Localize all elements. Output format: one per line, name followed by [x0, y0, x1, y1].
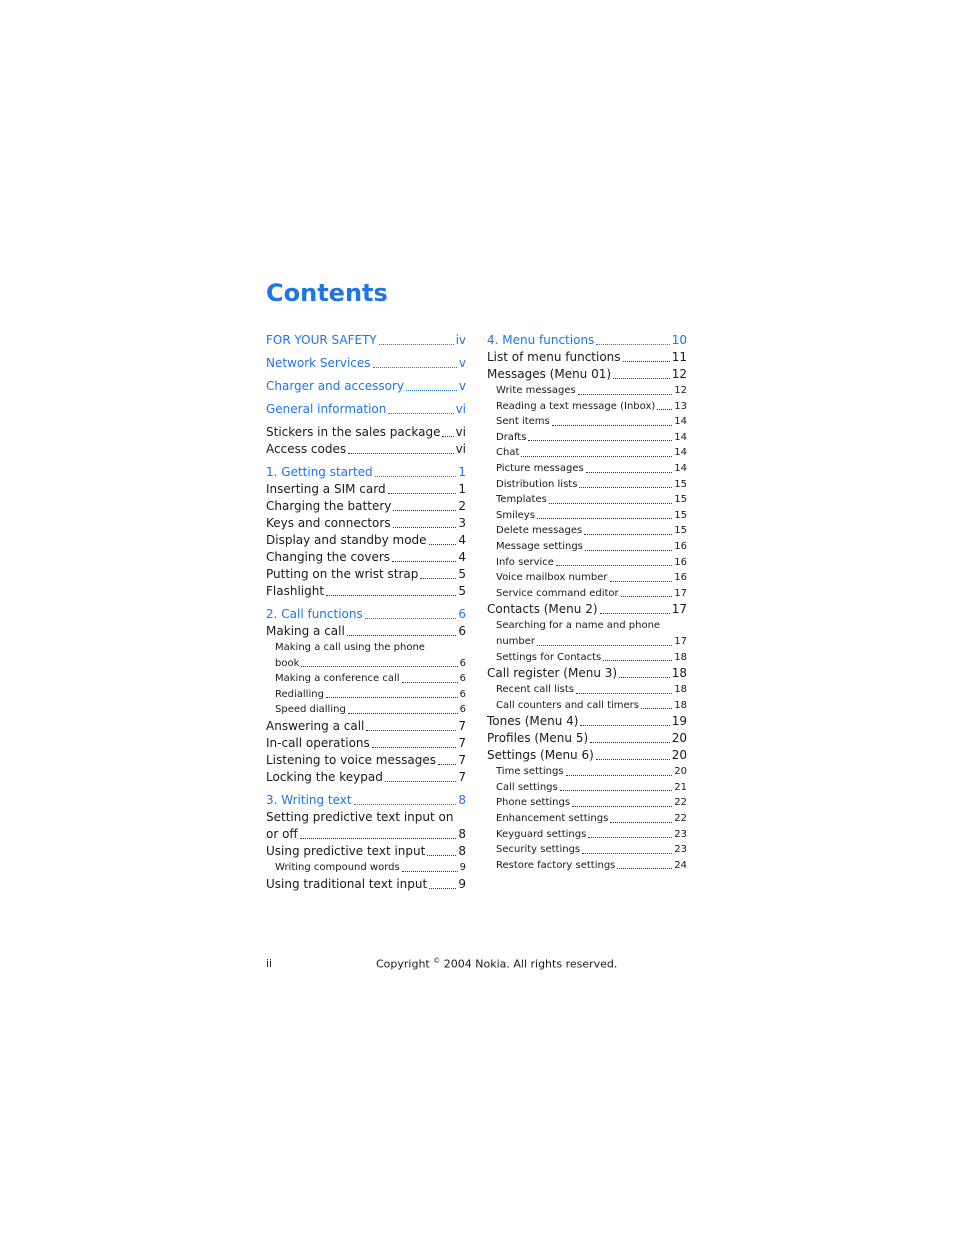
copyright-symbol: © — [433, 957, 441, 965]
toc-entry-label: Call counters and call timers — [496, 699, 639, 711]
toc-page-number: 6 — [458, 607, 466, 621]
toc-dot-leader — [375, 476, 457, 477]
toc-subentry[interactable] — [487, 539, 687, 555]
toc-entry-label: Delete messages — [496, 525, 583, 537]
toc-entry-label: 4. Menu functions — [487, 333, 595, 347]
toc-dot-leader — [348, 713, 458, 714]
toc-entry[interactable] — [266, 752, 466, 769]
toc-dot-leader — [521, 456, 672, 457]
toc-entry-label: FOR YOUR SAFETY — [266, 333, 377, 347]
toc-entry-label: Answering a call — [266, 718, 365, 733]
toc-dot-leader — [442, 436, 453, 437]
toc-subentry[interactable] — [487, 618, 687, 634]
toc-dot-leader — [373, 367, 457, 368]
copyright-text: 2004 Nokia. All rights reserved. — [443, 957, 618, 971]
toc-dot-leader — [354, 804, 457, 805]
toc-entry-label: 3. Writing text — [266, 792, 352, 807]
toc-page-number: 14 — [674, 447, 687, 459]
toc-entry-label: Settings (Menu 6) — [487, 748, 594, 763]
toc-dot-leader — [372, 747, 457, 748]
toc-entry[interactable] — [266, 718, 466, 735]
toc-subentry[interactable] — [487, 698, 687, 714]
toc-page-number: 7 — [458, 735, 466, 750]
toc-section-entry[interactable] — [266, 401, 466, 418]
toc-entry-label: General information — [266, 402, 387, 416]
toc-dot-leader — [641, 708, 672, 709]
toc-subentry[interactable] — [487, 682, 687, 698]
toc-entry[interactable] — [266, 769, 466, 786]
toc-page-number: 17 — [671, 602, 687, 617]
toc-entry-label: Security settings — [496, 844, 581, 856]
toc-entry-label: Distribution lists — [496, 478, 578, 490]
toc-entry-label: Putting on the wrist strap — [266, 567, 419, 581]
toc-entry-label: Searching for a name and phone — [496, 620, 661, 632]
toc-page-number: 16 — [674, 540, 687, 552]
toc-page-number: 18 — [674, 684, 687, 696]
toc-page-number: 4 — [458, 533, 466, 547]
toc-entry[interactable] — [487, 349, 687, 366]
toc-entry[interactable] — [266, 623, 466, 640]
toc-subentry[interactable] — [487, 811, 687, 827]
toc-entry-label: Locking the keypad — [266, 769, 383, 784]
toc-dot-leader — [579, 487, 672, 488]
toc-page-number: 24 — [674, 859, 687, 871]
toc-dot-leader — [429, 888, 456, 889]
toc-entry[interactable] — [266, 826, 466, 843]
toc-entry-label: Keyguard settings — [496, 828, 587, 840]
toc-page-number: 15 — [674, 509, 687, 521]
toc-subentry[interactable] — [487, 477, 687, 493]
toc-page-number: vi — [455, 425, 466, 439]
toc-entry-label: Using predictive text input — [266, 843, 426, 858]
toc-subentry[interactable] — [266, 687, 466, 703]
toc-entry-label: Drafts — [496, 431, 527, 443]
toc-page-number: 9 — [458, 876, 466, 891]
copyright-prefix: Copyright — [376, 957, 430, 971]
toc-entry[interactable] — [266, 843, 466, 860]
toc-entry-label: Restore factory settings — [496, 859, 616, 871]
toc-dot-leader — [388, 413, 453, 414]
toc-page-number: 16 — [674, 556, 687, 568]
toc-dot-leader — [438, 764, 456, 765]
toc-dot-leader — [596, 759, 670, 760]
toc-subentry[interactable] — [487, 492, 687, 508]
toc-entry-label: Stickers in the sales package — [266, 425, 441, 439]
toc-dot-leader — [596, 344, 669, 345]
toc-section-entry[interactable] — [266, 378, 466, 395]
toc-entry-label: List of menu functions — [487, 350, 621, 364]
toc-page-number: 20 — [674, 766, 687, 778]
toc-dot-leader — [582, 853, 672, 854]
toc-entry[interactable] — [266, 498, 466, 515]
toc-page-number: 16 — [674, 572, 687, 584]
toc-subentry[interactable] — [487, 555, 687, 571]
toc-entry[interactable] — [487, 713, 687, 730]
toc-dot-leader — [613, 378, 670, 379]
toc-section-entry[interactable] — [266, 792, 466, 809]
toc-entry-label: Contacts (Menu 2) — [487, 602, 598, 617]
toc-page-number: 22 — [674, 813, 687, 825]
toc-page-number: vi — [455, 402, 466, 416]
toc-page-number: 1 — [458, 482, 466, 496]
toc-entry[interactable] — [266, 424, 466, 441]
toc-entry-label: Settings for Contacts — [496, 651, 602, 663]
toc-subentry[interactable] — [487, 414, 687, 430]
toc-dot-leader — [402, 682, 458, 683]
toc-entry[interactable] — [266, 481, 466, 498]
toc-entry-label: Time settings — [496, 766, 564, 778]
toc-entry-label: Sent items — [496, 416, 550, 428]
toc-page-number: 20 — [671, 731, 687, 746]
toc-entry-label: Picture messages — [496, 462, 584, 474]
toc-entry-label: Making a conference call — [275, 673, 400, 685]
toc-subentry[interactable] — [487, 795, 687, 811]
toc-dot-leader — [393, 510, 456, 511]
toc-dot-leader — [556, 565, 672, 566]
toc-entry-label: 2. Call functions — [266, 607, 363, 621]
toc-subentry[interactable] — [487, 570, 687, 586]
toc-entry[interactable] — [266, 566, 466, 583]
toc-page-number: 5 — [458, 567, 466, 581]
toc-dot-leader — [393, 527, 457, 528]
toc-dot-leader — [610, 822, 672, 823]
toc-dot-leader — [590, 742, 670, 743]
toc-dot-leader — [603, 660, 672, 661]
toc-entry[interactable] — [487, 366, 687, 383]
toc-entry-label: Flashlight — [266, 584, 325, 598]
toc-subentry[interactable] — [487, 634, 687, 650]
toc-page-number: 20 — [671, 748, 687, 763]
toc-page-number: 3 — [458, 516, 466, 530]
toc-page-number: 14 — [674, 462, 687, 474]
toc-entry[interactable] — [487, 665, 687, 682]
toc-page-number: 7 — [458, 718, 466, 733]
toc-subentry[interactable] — [266, 656, 466, 672]
toc-entry-label: Making a call — [266, 624, 345, 638]
toc-entry[interactable] — [487, 747, 687, 764]
toc-entry-label: Redialling — [275, 688, 324, 700]
toc-entry-label: Display and standby mode — [266, 533, 427, 547]
toc-entry-label: Making a call using the phone — [275, 642, 425, 653]
toc-entry-label: In-call operations — [266, 735, 370, 750]
toc-entry-label: 1. Getting started — [266, 465, 373, 479]
toc-entry[interactable] — [266, 876, 466, 893]
toc-dot-leader — [657, 409, 672, 410]
toc-subentry[interactable] — [487, 445, 687, 461]
toc-page-number: 18 — [674, 699, 687, 711]
toc-page-number: 12 — [674, 385, 687, 396]
toc-entry[interactable] — [266, 515, 466, 532]
toc-subentry[interactable] — [487, 508, 687, 524]
toc-dot-leader — [549, 503, 672, 504]
toc-entry-label: Messages (Menu 01) — [487, 367, 612, 381]
toc-page-number: 19 — [671, 714, 687, 729]
toc-page-number: 17 — [674, 635, 687, 647]
toc-page-number: 4 — [458, 550, 466, 564]
toc-dot-leader — [429, 544, 457, 545]
toc-entry-label: Recent call lists — [496, 684, 574, 696]
toc-page-number: 15 — [674, 494, 687, 506]
toc-dot-leader — [617, 868, 672, 869]
toc-entry[interactable] — [266, 441, 466, 458]
toc-dot-leader — [576, 693, 672, 694]
toc-entry[interactable] — [266, 735, 466, 752]
toc-dot-leader — [537, 518, 672, 519]
footer-page-number: ii — [266, 957, 273, 970]
toc-page-number: 14 — [674, 431, 687, 443]
toc-entry-label: Tones (Menu 4) — [487, 714, 579, 729]
toc-entry-label: Setting predictive text input on — [266, 809, 454, 824]
toc-subentry[interactable] — [487, 399, 687, 415]
toc-dot-leader — [588, 837, 672, 838]
toc-dot-leader — [366, 730, 456, 731]
toc-section-entry[interactable] — [266, 355, 466, 372]
toc-page-number: 11 — [671, 350, 687, 364]
toc-subentry[interactable] — [487, 858, 687, 874]
toc-dot-leader — [619, 677, 670, 678]
toc-page-number: 12 — [671, 367, 687, 381]
toc-entry[interactable] — [266, 532, 466, 549]
toc-dot-leader — [388, 493, 457, 494]
toc-entry-label: Phone settings — [496, 797, 571, 809]
toc-entry-label: Templates — [496, 494, 547, 506]
toc-subentry[interactable] — [266, 671, 466, 687]
toc-page-number: 8 — [458, 826, 466, 841]
toc-entry-label: Keys and connectors — [266, 516, 391, 530]
toc-page-number: 6 — [459, 688, 466, 700]
toc-dot-leader — [348, 453, 453, 454]
toc-page-number: 15 — [674, 525, 687, 537]
toc-entry-label: Writing compound words — [275, 861, 400, 873]
footer-copyright — [376, 957, 617, 971]
toc-entry-label: number — [496, 635, 536, 647]
toc-page-number: 2 — [458, 499, 466, 513]
toc-dot-leader — [300, 838, 457, 839]
toc-page-number: 5 — [458, 584, 466, 598]
toc-entry-label: Service command editor — [496, 587, 619, 599]
toc-page-number: 23 — [674, 828, 687, 840]
toc-dot-leader — [402, 871, 458, 872]
page-title: Contents — [266, 279, 388, 307]
toc-page-number: 10 — [671, 333, 687, 347]
toc-dot-leader — [427, 855, 456, 856]
toc-entry-label: Speed dialling — [275, 704, 346, 716]
toc-entry-label: or off — [266, 826, 298, 841]
toc-entry-label: Chat — [496, 447, 520, 459]
toc-entry-label: Charger and accessory — [266, 379, 405, 393]
toc-subentry[interactable] — [487, 383, 687, 399]
toc-dot-leader — [301, 666, 457, 667]
toc-page-number: 18 — [674, 651, 687, 663]
toc-subentry[interactable] — [487, 650, 687, 666]
toc-section-entry[interactable] — [266, 464, 466, 481]
toc-entry-label: Smileys — [496, 509, 535, 521]
toc-entry-label: Listening to voice messages — [266, 752, 436, 767]
toc-subentry[interactable] — [487, 827, 687, 843]
toc-entry-label: Message settings — [496, 540, 583, 552]
toc-entry[interactable] — [266, 809, 466, 826]
toc-page-number: 1 — [458, 465, 466, 479]
toc-entry-label: Network Services — [266, 356, 371, 370]
toc-dot-leader — [379, 344, 454, 345]
toc-dot-leader — [610, 581, 673, 582]
toc-entry[interactable] — [266, 583, 466, 600]
toc-left-column — [266, 332, 466, 893]
toc-entry-label: Charging the battery — [266, 499, 392, 513]
toc-dot-leader — [580, 725, 669, 726]
toc-page-number: 7 — [458, 752, 466, 767]
toc-entry-label: Info service — [496, 556, 554, 568]
toc-page-number: 13 — [674, 400, 687, 412]
toc-subentry[interactable] — [487, 842, 687, 858]
toc-dot-leader — [586, 472, 673, 473]
toc-right-column — [487, 332, 687, 873]
toc-dot-leader — [566, 775, 673, 776]
toc-section-entry[interactable] — [266, 332, 466, 349]
toc-subentry[interactable] — [487, 523, 687, 539]
toc-page-number: 6 — [459, 704, 466, 716]
toc-page-number: 18 — [671, 666, 687, 681]
toc-entry[interactable] — [487, 601, 687, 618]
toc-page-number: 8 — [458, 792, 466, 807]
toc-dot-leader — [326, 697, 458, 698]
toc-page-number: 8 — [458, 843, 466, 858]
toc-dot-leader — [623, 361, 670, 362]
toc-entry-label: Changing the covers — [266, 550, 391, 564]
toc-page-number: 17 — [674, 587, 687, 599]
toc-page-number: 9 — [459, 861, 466, 873]
toc-subentry[interactable] — [266, 860, 466, 876]
toc-section-entry[interactable] — [266, 606, 466, 623]
toc-dot-leader — [326, 595, 456, 596]
toc-dot-leader — [621, 596, 673, 597]
toc-dot-leader — [552, 425, 673, 426]
toc-page-number: 21 — [674, 781, 687, 793]
toc-dot-leader — [578, 394, 673, 395]
toc-entry-label: Enhancement settings — [496, 813, 609, 825]
toc-entry-label: Profiles (Menu 5) — [487, 731, 589, 746]
toc-subentry[interactable] — [487, 764, 687, 780]
toc-dot-leader — [406, 390, 457, 391]
toc-subentry[interactable] — [487, 430, 687, 446]
toc-dot-leader — [537, 645, 672, 646]
toc-subentry[interactable] — [487, 780, 687, 796]
toc-dot-leader — [420, 578, 456, 579]
toc-entry-label: book — [275, 657, 300, 669]
toc-subentry[interactable] — [266, 702, 466, 718]
toc-page-number: 22 — [674, 797, 687, 809]
toc-entry-label: Inserting a SIM card — [266, 482, 386, 496]
toc-page-number: 15 — [674, 478, 687, 490]
toc-dot-leader — [585, 550, 672, 551]
toc-subentry[interactable] — [266, 640, 466, 656]
toc-dot-leader — [392, 561, 456, 562]
toc-dot-leader — [365, 618, 457, 619]
toc-dot-leader — [572, 806, 672, 807]
toc-section-entry[interactable] — [487, 332, 687, 349]
toc-dot-leader — [528, 440, 672, 441]
toc-page-number: v — [458, 379, 466, 393]
toc-entry-label: Using traditional text input — [266, 876, 428, 891]
toc-page-number: 6 — [459, 657, 466, 669]
toc-page-number: vi — [455, 442, 466, 456]
toc-dot-leader — [584, 534, 672, 535]
toc-page-number: iv — [455, 333, 466, 347]
toc-page-number: 6 — [459, 673, 466, 685]
toc-page-number: 23 — [674, 844, 687, 856]
toc-entry-label: Access codes — [266, 442, 347, 456]
toc-page-number: 7 — [458, 769, 466, 784]
toc-dot-leader — [385, 781, 457, 782]
toc-entry-label: Call settings — [496, 781, 558, 793]
toc-subentry[interactable] — [487, 461, 687, 477]
toc-dot-leader — [560, 790, 673, 791]
toc-dot-leader — [347, 635, 457, 636]
toc-dot-leader — [600, 613, 670, 614]
toc-entry-label: Write messages — [496, 385, 576, 396]
toc-entry-label: Reading a text message (Inbox) — [496, 400, 656, 412]
toc-entry-label: Voice mailbox number — [496, 572, 608, 584]
toc-subentry[interactable] — [487, 586, 687, 602]
toc-page-number: 6 — [458, 624, 466, 638]
toc-page-number: 14 — [674, 416, 687, 428]
toc-page-number: v — [458, 356, 466, 370]
toc-entry[interactable] — [266, 549, 466, 566]
toc-entry[interactable] — [487, 730, 687, 747]
toc-entry-label: Call register (Menu 3) — [487, 666, 618, 681]
